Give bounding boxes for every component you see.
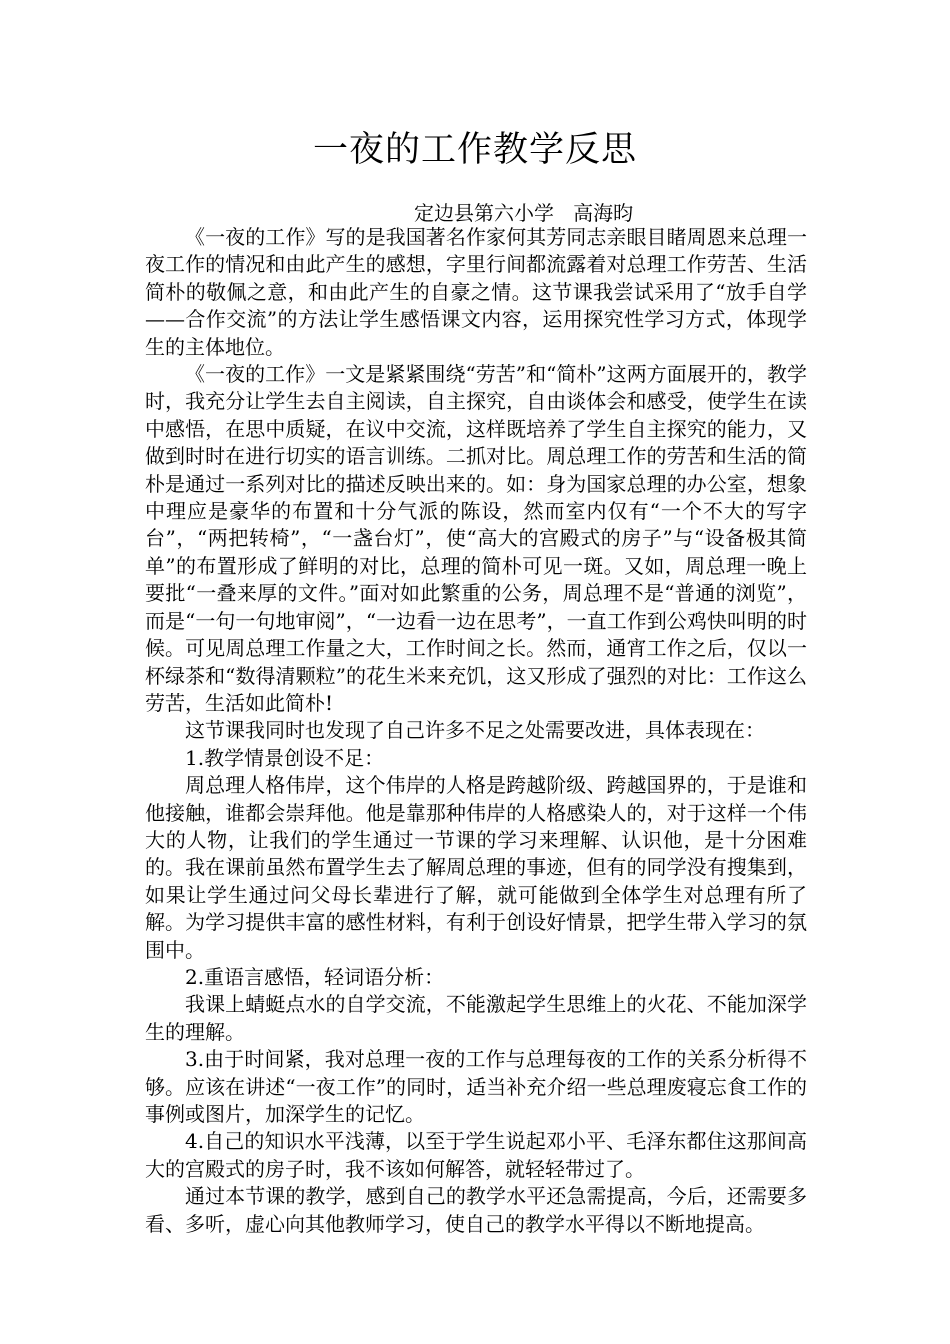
document-body [145, 224, 807, 1238]
paragraph: 《一夜的工作》一文是紧紧围绕“劳苦”和“简朴”这两方面展开的，教学时，我充分让学生去自主阅读，自主探究，自由谈体会和感受，使学生在读中感悟，在思中质疑，在议中交流，这样既培养了学生自主探究的能力，又做到时时在进行切实的语言训练。二抓对比。周总理工作的劳苦和生活的简朴是通过一系列对比的描述反映出来的。如：身为国家总理的办公室，想象中理应是豪华的布置和十分气派的陈设，然而室内仅有“一个不大的写字台”，“两把转椅”，“一盏台灯”，使“高大的宫殿式的房子”与“设备极其简单”的布置形成了鲜明的对比，总理的简朴可见一斑。又如，周总理一晚上要批“一叠来厚的文件。”面对如此繁重的公务，周总理不是“普通的浏览”，而是“一句一句地审阅”，“一边看一边在思考”，一直工作到公鸡快叫明的时候。可见周总理工作量之大，工作时间之长。然而，通宵工作之后，仅以一杯绿茶和“数得清颗粒”的花生米来充饥，这又形成了强烈的对比：工作这么劳苦，生活如此简朴! [145, 362, 807, 715]
paragraph: 《一夜的工作》写的是我国著名作家何其芳同志亲眼目睹周恩来总理一夜工作的情况和由此产生的感想，字里行间都流露着对总理工作劳苦、生活简朴的敬佩之意，和由此产生的自豪之情。这节课我尝试采用了“放手自学——合作交流”的方法让学生感悟课文内容，运用探究性学习方式，体现学生的主体地位。 [145, 225, 807, 359]
paragraph: 这节课我同时也发现了自己许多不足之处需要改进，具体表现在： [185, 718, 765, 743]
paragraph: 3.由于时间紧，我对总理一夜的工作与总理每夜的工作的关系分析得不够。应该在讲述“一夜工作”的同时，适当补充介绍一些总理废寝忘食工作的事例或图片，加深学生的记忆。 [145, 1047, 807, 1126]
document-title: 一夜的工作教学反思 [312, 130, 637, 170]
section-heading: 2.重语言感悟，轻词语分析： [185, 964, 445, 989]
paragraph: 周总理人格伟岸，这个伟岸的人格是跨越阶级、跨越国界的，于是谁和他接触，谁都会崇拜他。他是靠那种伟岸的人格感染人的，对于这样一个伟大的人物，让我们的学生通过一节课的学习来理解、认识他，是十分困难的。我在课前虽然布置学生去了解周总理的事迹，但有的同学没有搜集到，如果让学生通过问父母长辈进行了解，就可能做到全体学生对总理有所了解。为学习提供丰富的感性材料，有利于创设好情景，把学生带入学习的氛围中。 [145, 773, 807, 962]
paragraph: 我课上蜻蜓点水的自学交流，不能激起学生思维上的火花、不能加深学生的理解。 [145, 992, 807, 1044]
document-author: 定边县第六小学 高海昀 [414, 201, 634, 225]
paragraph: 4.自己的知识水平浅薄，以至于学生说起邓小平、毛泽东都住这那间高大的宫殿式的房子时，我不该如何解答，就轻轻带过了。 [145, 1129, 807, 1181]
paragraph: 通过本节课的教学，感到自己的教学水平还急需提高，今后，还需要多看、多听，虚心向其他教师学习，使自己的教学水平得以不断地提高。 [145, 1184, 807, 1236]
section-heading: 1.教学情景创设不足： [185, 745, 385, 770]
